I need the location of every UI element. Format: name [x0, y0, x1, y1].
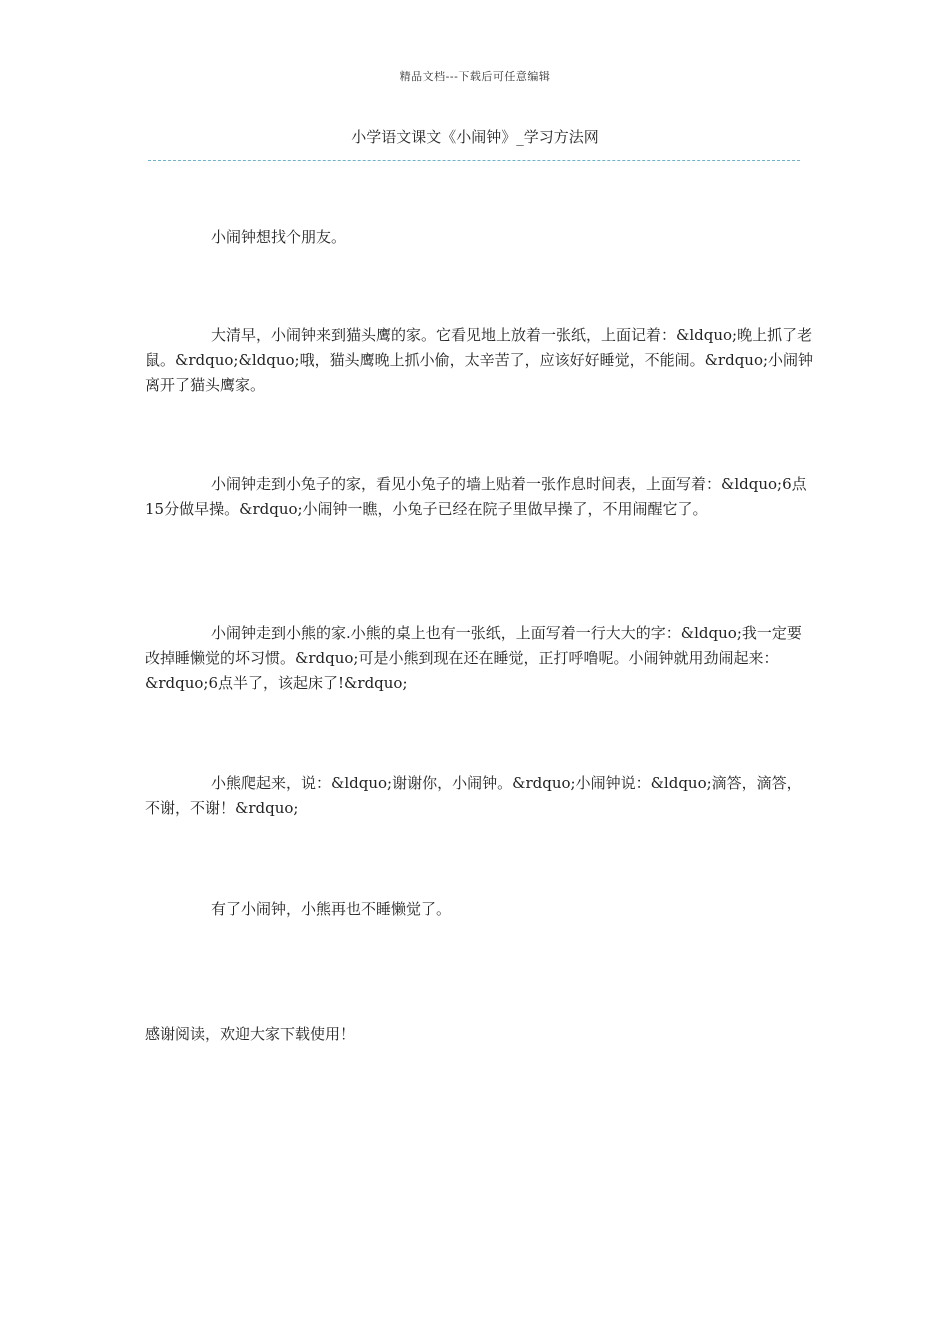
- document-title: 小学语文课文《小闹钟》_学习方法网: [351, 128, 599, 146]
- paragraph-4: [145, 621, 815, 696]
- paragraph-3: [145, 472, 815, 522]
- closing-line: [145, 1022, 815, 1047]
- paragraph-text: 小闹钟走到小熊的家.小熊的桌上也有一张纸，上面写着一行大大的字：&ldquo;我一定要改掉睡懒觉的坏习惯。&rdquo;可是小熊到现在还在睡觉，正打呼噜呢。小闹钟就用劲闹起来：&rdquo;6点半了，该起床了!&rdquo;: [145, 624, 802, 692]
- paragraph-2: [145, 323, 815, 398]
- paragraph-5: [145, 771, 815, 821]
- paragraph-text: 小闹钟想找个朋友。: [211, 228, 347, 246]
- paragraph-text: 小闹钟走到小兔子的家，看见小兔子的墙上贴着一张作息时间表，上面写着：&ldquo;6点15分做早操。&rdquo;小闹钟一瞧，小兔子已经在院子里做早操了，不用闹醒它了。: [145, 475, 807, 518]
- paragraph-text: 大清早，小闹钟来到猫头鹰的家。它看见地上放着一张纸，上面记着：&ldquo;晚上抓了老鼠。&rdquo;&ldquo;哦，猫头鹰晚上抓小偷，太辛苦了，应该好好睡觉，不能闹。&rdquo;小闹钟离开了猫头鹰家。: [145, 326, 814, 394]
- closing-text: 感谢阅读，欢迎大家下载使用！: [145, 1025, 356, 1043]
- paragraph-text: 有了小闹钟，小熊再也不睡懒觉了。: [211, 900, 452, 918]
- title-divider: [148, 160, 800, 161]
- paragraph-6: [145, 897, 815, 922]
- paragraph-text: 小熊爬起来，说：&ldquo;谢谢你，小闹钟。&rdquo;小闹钟说：&ldquo;滴答，滴答，不谢，不谢！&rdquo;: [145, 774, 802, 817]
- paragraph-1: [145, 225, 815, 250]
- header-note: 精品文档---下载后可任意编辑: [399, 70, 551, 83]
